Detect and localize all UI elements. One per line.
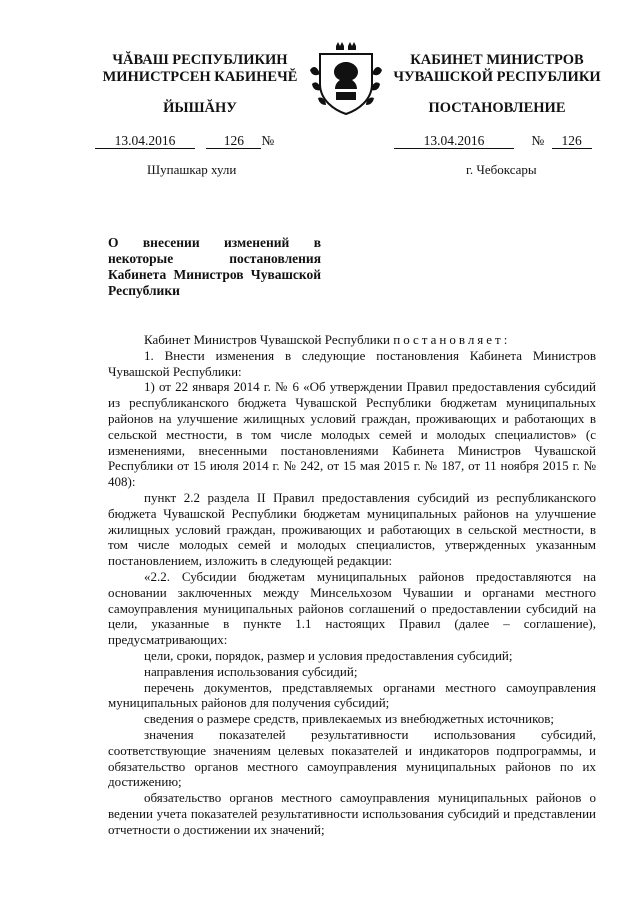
date-right: 13.04.2016 bbox=[394, 133, 514, 149]
header-left-line2: МИНИСТРСЕН КАБИНЕЧĔ bbox=[102, 69, 298, 85]
intro-verb: постановляет: bbox=[393, 332, 511, 347]
body-paragraph: 1. Внести изменения в следующие постановления Кабинета Министров Чувашской Республики: bbox=[108, 347, 596, 379]
doc-type-left: ЙЫШĂНУ bbox=[163, 100, 237, 116]
header-right bbox=[392, 52, 602, 86]
date-number-right bbox=[394, 133, 592, 149]
body-paragraph: 1) от 22 января 2014 г. № 6 «Об утверждении Правил предоставления субсидий из республиканского бюджета Чувашской Республики бюджетам муниципальных районов на улучшение жилищных условий граждан, проживающих и работающих в сельской местности, в том числе молодых семей и молодых специалистов» (с изменениями, внесенными постановлениями Кабинета Министров Чувашской Республики от 15 июля 2014 г. № 242, от 15 мая 2015 г. № 187, от 11 ноября 2015 г. № 408): bbox=[108, 379, 596, 490]
body-paragraph: обязательство органов местного самоуправления муниципальных районов о ведении учета показателей результативности использования субсидий и представлении отчетности о достижении их значений; bbox=[108, 790, 596, 837]
body-paragraph: сведения о размере средств, привлекаемых из внебюджетных источников; bbox=[144, 711, 554, 727]
number-right: 126 bbox=[552, 133, 592, 149]
city-right: г. Чебоксары bbox=[466, 162, 537, 177]
doc-type-right: ПОСТАНОВЛЕНИЕ bbox=[428, 100, 566, 116]
num-sign-left: № bbox=[261, 133, 275, 148]
date-number-left bbox=[95, 133, 274, 149]
header-left bbox=[100, 52, 300, 86]
city-left: Шупашкар хули bbox=[147, 162, 237, 177]
date-left: 13.04.2016 bbox=[95, 133, 195, 149]
num-sign-right: № bbox=[531, 133, 545, 148]
header-left-line1: ЧĂВАШ РЕСПУБЛИКИН bbox=[112, 52, 288, 68]
body-paragraph: перечень документов, представляемых органами местного самоуправления муниципальных районов для получения субсидий; bbox=[108, 679, 596, 711]
body-paragraph: направления использования субсидий; bbox=[144, 663, 358, 679]
coat-of-arms-icon bbox=[306, 40, 386, 120]
body-paragraph: «2.2. Субсидии бюджетам муниципальных районов предоставляются на основании заключенных между Минсельхозом Чувашии и органами местного самоуправления муниципальных районов соглашений о предоставлении субсидий на цели, указанные в пункте 1.1 настоящих Правил (далее – соглашение), предусматривающих: bbox=[108, 568, 596, 648]
body-paragraph: пункт 2.2 раздела II Правил предоставления субсидий из республиканского бюджета Чувашской Республики бюджетам муниципальных районов на улучшение жилищных условий граждан, проживающих и работающих в сельской местности, в том числе молодых семей и молодых специалистов, утвержденных указанным постановлением, изложить в следующей редакции: bbox=[108, 489, 596, 569]
number-left: 126 bbox=[206, 133, 261, 149]
header-right-line1: КАБИНЕТ МИНИСТРОВ bbox=[410, 52, 584, 68]
body-paragraph: значения показателей результативности использования субсидий, соответствующие значениям целевых показателей и индикаторов подпрограммы, и обязательство органов местного самоуправления муниципальных районов по их достижению; bbox=[108, 726, 596, 790]
document-body bbox=[108, 332, 596, 838]
intro-paragraph bbox=[108, 332, 596, 348]
body-paragraph: цели, сроки, порядок, размер и условия предоставления субсидий; bbox=[144, 647, 513, 663]
intro-lead: Кабинет Министров Чувашской Республики bbox=[144, 332, 390, 347]
header-right-line2: ЧУВАШСКОЙ РЕСПУБЛИКИ bbox=[393, 69, 601, 85]
document-title: О внесении изменений в некоторые постановления Кабинета Министров Чувашской Республики bbox=[108, 235, 321, 298]
